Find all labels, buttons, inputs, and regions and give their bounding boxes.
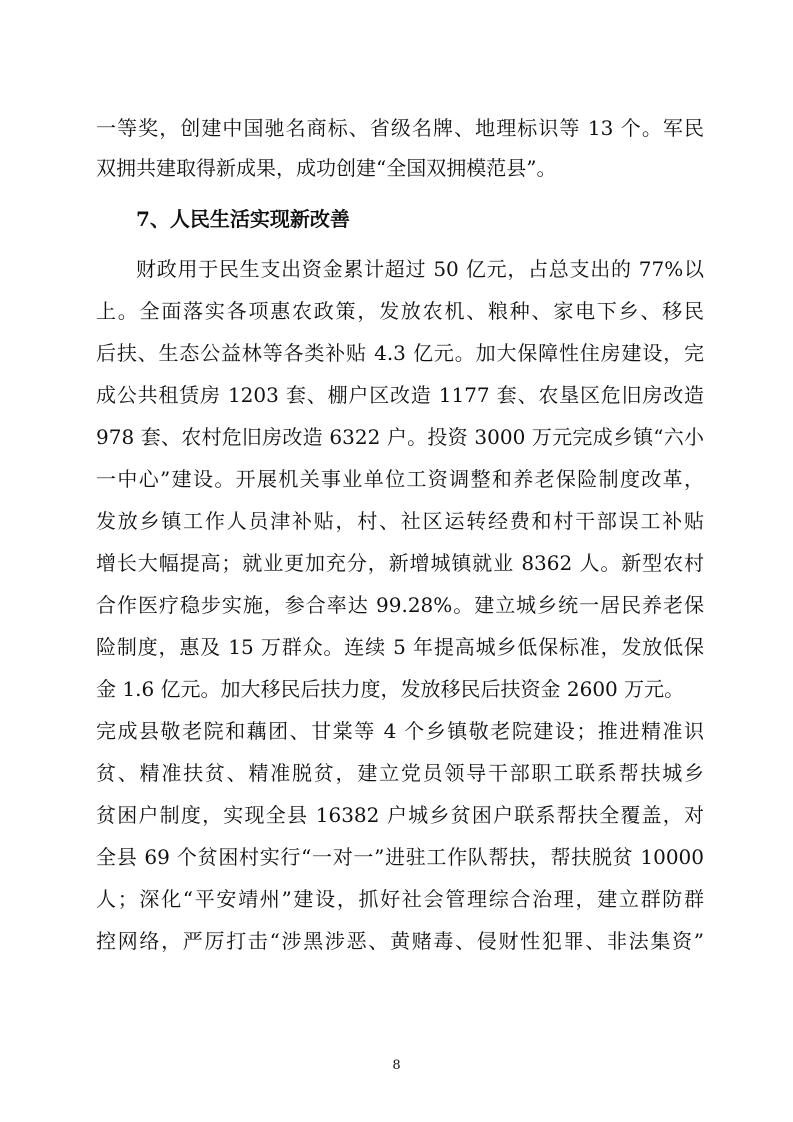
text-line: 成公共租赁房 1203 套、棚户区改造 1177 套、农垦区危旧房改造 [96, 383, 704, 407]
text-line: 后扶、生态公益林等各类补贴 4.3 亿元。加大保障性住房建设，完 [96, 341, 704, 365]
text-line: 人；深化“平安靖州”建设，抓好社会管理综合治理，建立群防群 [96, 887, 704, 911]
text-line: 完成县敬老院和藕团、甘棠等 4 个乡镇敬老院建设；推进精准识 [96, 719, 704, 743]
text-line: 发放乡镇工作人员津补贴，村、社区运转经费和村干部误工补贴 [96, 509, 704, 533]
text-line: 一等奖，创建中国驰名商标、省级名牌、地理标识等 13 个。军民 [96, 116, 704, 140]
text-line: 一中心”建设。开展机关事业单位工资调整和养老保险制度改革， [96, 467, 704, 491]
text-line: 财政用于民生支出资金累计超过 50 亿元，占总支出的 77%以 [136, 257, 704, 281]
text-line: 金 1.6 亿元。加大移民后扶力度，发放移民后扶资金 2600 万元。 [96, 677, 685, 701]
text-line: 增长大幅提高；就业更加充分，新增城镇就业 8362 人。新型农村 [96, 551, 704, 575]
text-line: 贫、精准扶贫、精准脱贫，建立党员领导干部职工联系帮扶城乡 [96, 761, 704, 785]
text-line: 合作医疗稳步实施，参合率达 99.28%。建立城乡统一居民养老保 [96, 593, 704, 617]
text-line: 上。全面落实各项惠农政策，发放农机、粮种、家电下乡、移民 [96, 299, 704, 323]
text-line: 控网络，严厉打击“涉黑涉恶、黄赌毒、侵财性犯罪、非法集资” [96, 929, 704, 953]
text-line: 险制度，惠及 15 万群众。连续 5 年提高城乡低保标准，发放低保 [96, 635, 704, 659]
text-line: 全县 69 个贫困村实行“一对一”进驻工作队帮扶，帮扶脱贫 10000 [96, 845, 704, 869]
page-number: 8 [392, 1058, 401, 1073]
text-line: 978 套、农村危旧房改造 6322 户。投资 3000 万元完成乡镇“六小 [96, 425, 704, 449]
text-line: 双拥共建取得新成果，成功创建“全国双拥模范县”。 [96, 156, 557, 180]
text-line: 贫困户制度，实现全县 16382 户城乡贫困户联系帮扶全覆盖，对 [96, 803, 704, 827]
section-heading: 7、人民生活实现新改善 [136, 207, 350, 231]
